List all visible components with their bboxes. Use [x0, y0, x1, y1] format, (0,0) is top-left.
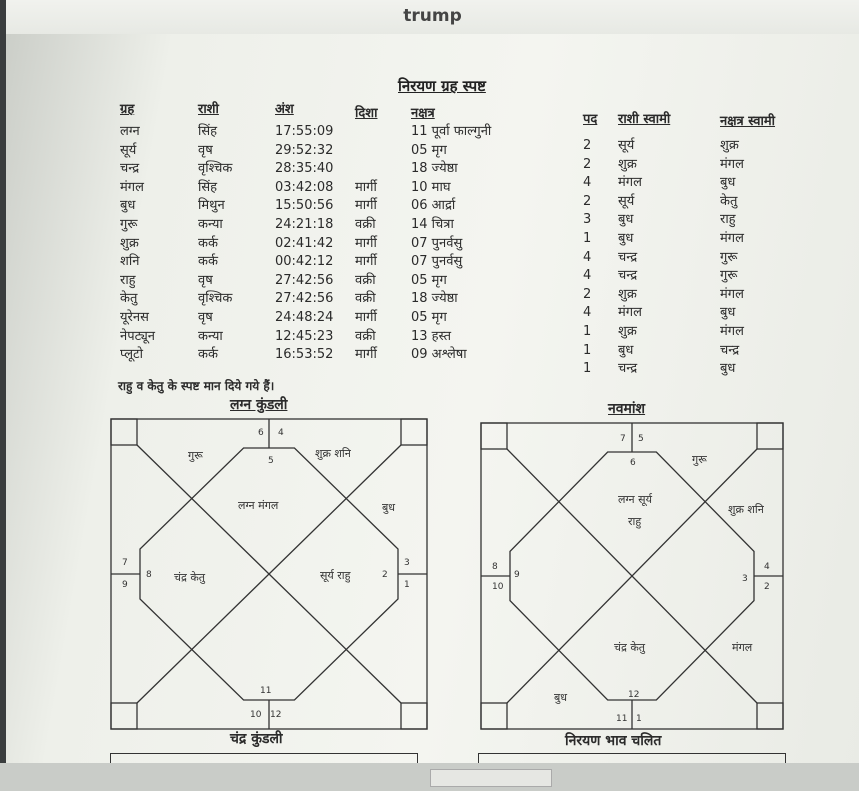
cell-rashi: वृश्चिक	[198, 161, 233, 177]
col-pad: पद	[583, 112, 598, 127]
house-number: 9	[514, 570, 520, 580]
house-number: 5	[268, 456, 274, 466]
cell-rashi: वृष	[198, 310, 213, 325]
lagna-chart-title: लग्न कुंडली	[230, 397, 288, 413]
cell-disha: मार्गी	[355, 347, 377, 363]
cell-pad: 2	[583, 286, 592, 302]
cell-nakshatra-swami: गुरू	[720, 268, 738, 284]
cell-rashi-swami: बुध	[618, 231, 634, 246]
cell-pad: 4	[583, 268, 592, 284]
house-number: 1	[404, 580, 410, 590]
cell-pad: 2	[583, 138, 592, 153]
navamsha-chart	[480, 422, 784, 730]
house-planets: सूर्य राहु	[320, 569, 351, 582]
cell-nakshatra: 06 आर्द्रा	[411, 198, 456, 214]
cell-disha: वक्री	[355, 291, 376, 307]
house-planets: राहु	[628, 515, 642, 528]
cell-disha: वक्री	[355, 272, 376, 288]
cell-ansh: 03:42:08	[275, 179, 334, 195]
house-planets: मंगल	[732, 641, 753, 654]
house-number: 2	[382, 570, 388, 580]
cell-rashi-swami: बुध	[618, 342, 634, 358]
house-planets: गुरू	[692, 453, 707, 466]
cell-disha: मार्गी	[355, 235, 377, 251]
cell-ansh: 12:45:23	[275, 328, 334, 344]
cell-rashi: मिथुन	[198, 198, 225, 214]
cell-rashi-swami: शुक्र	[618, 286, 637, 302]
note-text: राहु व केतु के स्पष्ट मान दिये गये हैं।	[118, 379, 275, 393]
lagna-kundli-chart	[110, 418, 428, 730]
cell-rashi: कन्या	[198, 328, 223, 344]
cell-rashi: वृष	[198, 142, 213, 158]
cell-graha: नेपट्यून	[120, 328, 156, 344]
house-number: 4	[764, 562, 770, 572]
cell-nakshatra: 10 माघ	[411, 179, 451, 195]
house-planets: चंद्र केतु	[174, 571, 206, 584]
cell-rashi-swami: सूर्य	[618, 193, 635, 209]
house-number: 4	[278, 428, 284, 438]
cell-nakshatra-swami: मंगल	[720, 156, 744, 172]
col-ansh: अंश	[275, 102, 294, 117]
cell-nakshatra-swami: मंगल	[720, 231, 744, 246]
cell-graha: यूरेनस	[120, 310, 149, 325]
bhav-chalit-title: निरयण भाव चलित	[565, 733, 662, 749]
cell-graha: गुरू	[120, 217, 138, 232]
cell-ansh: 27:42:56	[275, 272, 334, 288]
cell-graha: मंगल	[120, 179, 144, 195]
cell-ansh: 00:42:12	[275, 254, 334, 270]
cell-pad: 1	[583, 342, 592, 358]
cell-rashi-swami: चन्द्र	[618, 361, 638, 377]
cell-pad: 1	[583, 361, 592, 377]
house-planets: लग्न सूर्य	[618, 493, 652, 506]
cell-rashi-swami: मंगल	[618, 175, 642, 191]
cell-nakshatra-swami: राहु	[720, 212, 736, 228]
cell-rashi: सिंह	[198, 179, 218, 195]
cell-pad: 4	[583, 249, 592, 265]
cell-nakshatra: 05 मृग	[411, 272, 447, 288]
cell-rashi: कर्क	[198, 235, 218, 251]
cell-rashi-swami: चन्द्र	[618, 268, 638, 284]
cell-nakshatra: 13 हस्त	[411, 328, 452, 344]
house-planets: शुक्र शनि	[315, 447, 351, 460]
cell-ansh: 16:53:52	[275, 347, 334, 363]
house-planets: गुरू	[188, 449, 203, 462]
house-number: 10	[492, 582, 504, 592]
cell-nakshatra-swami: मंगल	[720, 286, 744, 302]
cell-nakshatra-swami: गुरू	[720, 249, 738, 265]
cell-rashi-swami: शुक्र	[618, 156, 637, 172]
cell-rashi: कर्क	[198, 254, 218, 270]
cell-rashi: सिंह	[198, 124, 218, 139]
house-number: 11	[616, 714, 628, 724]
cell-nakshatra: 07 पुनर्वसु	[411, 254, 463, 270]
cell-nakshatra: 18 ज्येष्ठा	[411, 161, 458, 177]
house-planets: बुध	[554, 691, 568, 704]
house-planets: चंद्र केतु	[614, 641, 646, 654]
cell-nakshatra: 07 पुनर्वसु	[411, 235, 463, 251]
house-number: 8	[146, 570, 152, 580]
house-number: 5	[638, 434, 644, 444]
cell-graha: प्लूटो	[120, 347, 143, 363]
house-number: 9	[122, 580, 128, 590]
cell-pad: 1	[583, 324, 592, 339]
cell-graha: बुध	[120, 198, 136, 214]
title-bar	[6, 0, 859, 34]
page-heading: निरयण ग्रह स्पष्ट	[398, 77, 486, 95]
document-page	[80, 40, 850, 770]
cell-nakshatra: 14 चित्रा	[411, 217, 454, 232]
cell-pad: 4	[583, 175, 592, 191]
house-number: 1	[636, 714, 642, 724]
col-disha: दिशा	[355, 106, 378, 121]
cell-disha: मार्गी	[355, 179, 377, 195]
window-title: trump	[403, 6, 462, 26]
cell-pad: 2	[583, 156, 592, 172]
cell-nakshatra-swami: शुक्र	[720, 138, 739, 153]
cell-rashi: वृष	[198, 272, 213, 288]
house-number: 12	[270, 710, 282, 720]
cell-disha: मार्गी	[355, 198, 377, 214]
house-number: 7	[620, 434, 626, 444]
cell-pad: 4	[583, 305, 592, 321]
cell-graha: केतु	[120, 291, 138, 307]
house-number: 8	[492, 562, 498, 572]
cell-nakshatra-swami: बुध	[720, 305, 736, 321]
cell-pad: 2	[583, 193, 592, 209]
house-planets: बुध	[382, 501, 396, 514]
house-planets: लग्न मंगल	[238, 499, 279, 512]
cell-ansh: 29:52:32	[275, 142, 334, 158]
house-number: 10	[250, 710, 262, 720]
cell-rashi: वृश्चिक	[198, 291, 233, 307]
house-number: 6	[258, 428, 264, 438]
house-number: 2	[764, 582, 770, 592]
cell-nakshatra: 05 मृग	[411, 142, 447, 158]
cell-rashi-swami: चन्द्र	[618, 249, 638, 265]
cell-rashi-swami: सूर्य	[618, 138, 635, 153]
cell-nakshatra-swami: बुध	[720, 175, 736, 191]
cell-rashi: कन्या	[198, 217, 223, 232]
cell-nakshatra: 18 ज्येष्ठा	[411, 291, 458, 307]
cell-ansh: 27:42:56	[275, 291, 334, 307]
cell-nakshatra-swami: मंगल	[720, 324, 744, 339]
cell-ansh: 17:55:09	[275, 124, 334, 139]
cell-rashi: कर्क	[198, 347, 218, 363]
cell-ansh: 24:48:24	[275, 310, 334, 325]
house-number: 3	[742, 574, 748, 584]
taskbar	[0, 763, 859, 791]
cell-disha: वक्री	[355, 328, 376, 344]
col-rashi: राशी	[198, 102, 219, 117]
taskbar-button[interactable]	[430, 769, 552, 787]
cell-graha: शनि	[120, 254, 140, 270]
cell-nakshatra-swami: चन्द्र	[720, 342, 740, 358]
cell-disha: मार्गी	[355, 310, 377, 325]
cell-nakshatra-swami: बुध	[720, 361, 736, 377]
cell-rashi-swami: शुक्र	[618, 324, 637, 339]
cell-nakshatra: 05 मृग	[411, 310, 447, 325]
navamsha-chart-title: नवमांश	[608, 401, 646, 417]
house-number: 6	[630, 458, 636, 468]
cell-ansh: 02:41:42	[275, 235, 334, 251]
cell-rashi-swami: मंगल	[618, 305, 642, 321]
cell-graha: चन्द्र	[120, 161, 140, 177]
cell-nakshatra: 11 पूर्वा फाल्गुनी	[411, 124, 492, 139]
cell-pad: 1	[583, 231, 592, 246]
cell-graha: सूर्य	[120, 142, 137, 158]
cell-graha: राहु	[120, 272, 136, 288]
cell-rashi-swami: बुध	[618, 212, 634, 228]
cell-pad: 3	[583, 212, 592, 228]
cell-nakshatra-swami: केतु	[720, 193, 738, 209]
house-number: 7	[122, 558, 128, 568]
cell-disha: वक्री	[355, 217, 376, 232]
cell-graha: लग्न	[120, 124, 140, 139]
house-number: 11	[260, 686, 272, 696]
chart-lines	[480, 422, 784, 730]
monitor-bezel	[0, 0, 6, 791]
cell-ansh: 24:21:18	[275, 217, 334, 232]
house-planets: शुक्र शनि	[728, 503, 764, 516]
cell-ansh: 28:35:40	[275, 161, 334, 177]
col-nakshatra-swami: नक्षत्र स्वामी	[720, 114, 776, 129]
cell-ansh: 15:50:56	[275, 198, 334, 214]
cell-graha: शुक्र	[120, 235, 139, 251]
house-number: 12	[628, 690, 640, 700]
cell-disha: मार्गी	[355, 254, 377, 270]
cell-nakshatra: 09 अश्लेषा	[411, 347, 467, 363]
col-graha: ग्रह	[120, 102, 135, 117]
house-number: 3	[404, 558, 410, 568]
col-rashi-swami: राशी स्वामी	[618, 112, 671, 127]
chandra-kundli-title: चंद्र कुंडली	[230, 731, 283, 747]
col-nakshatra: नक्षत्र	[411, 106, 435, 121]
